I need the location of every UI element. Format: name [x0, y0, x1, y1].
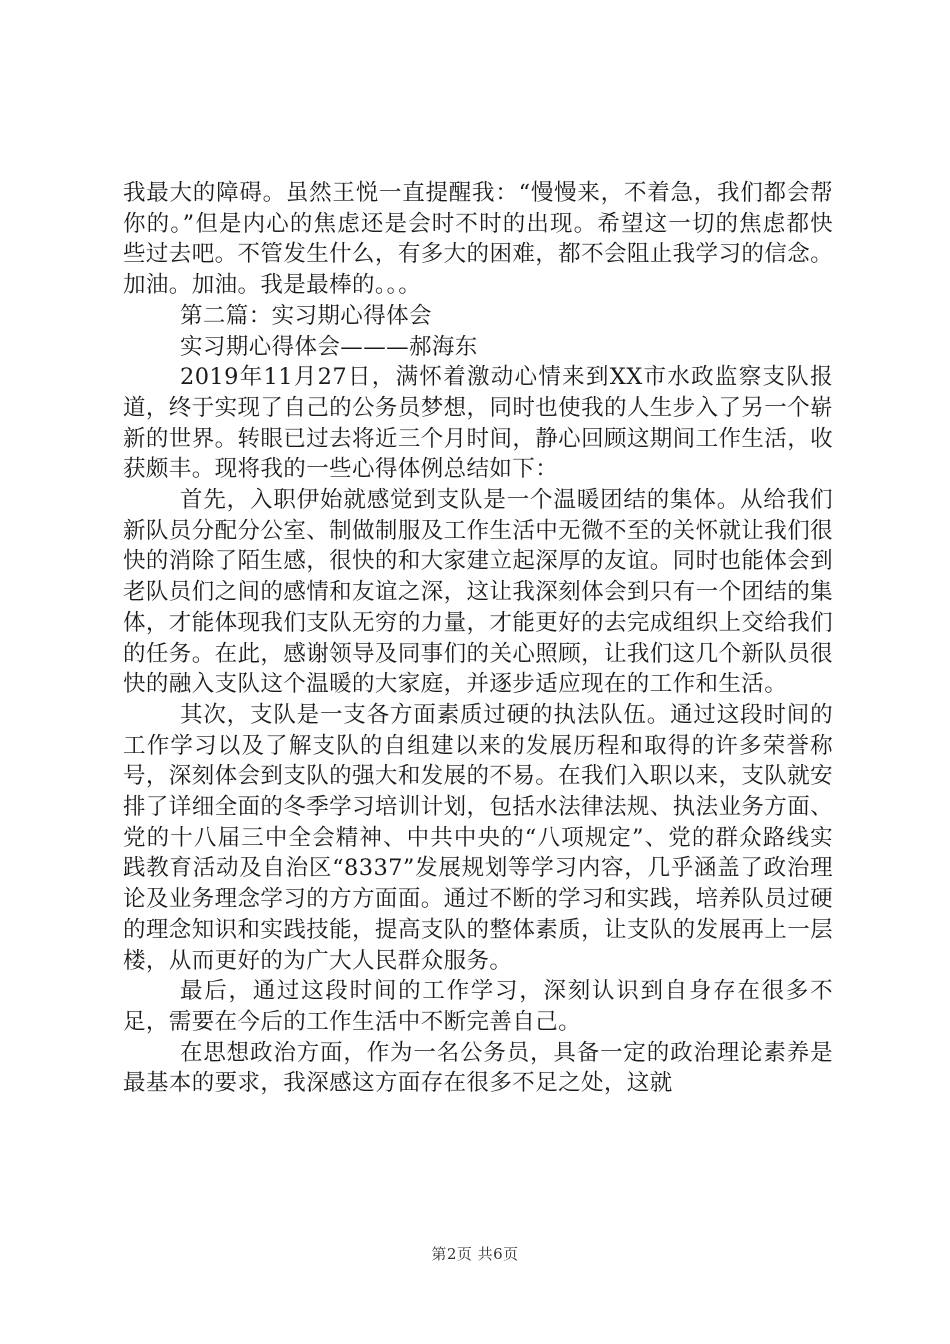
paragraph-second: 其次，支队是一支各方面素质过硬的执法队伍。通过这段时间的工作学习以及了解支队的自组建以来的发展历程和取得的许多荣誉称号，深刻体会到支队的强大和发展的不易。在我们入职以来，支队就安排了详细全面的冬季学习培训计划，包括水法律法规、执法业务方面、党的十八届三中全会精神、中共中央的“八项规定”、党的群众路线实践教育活动及自治区“8337”发展规划等学习内容，几乎涵盖了政治理论及业务理念学习的方方面面。通过不断的学习和实践，培养队员过硬的理念知识和实践技能，提高支队的整体素质，让支队的发展再上一层楼，从而更好的为广大人民群众服务。: [123, 701, 833, 974]
section-heading: 第二篇：实习期心得体会: [180, 302, 432, 329]
paragraph-intro: 2019年11月27日，满怀着激动心情来到XX市水政监察支队报道，终于实现了自己的公务员梦想，同时也使我的人生步入了另一个崭新的世界。转眼已过去将近三个月时间，静心回顾这期间工作生活，收获颇丰。现将我的一些心得体例总结如下：: [123, 364, 833, 483]
paragraph-last: 最后，通过这段时间的工作学习，深刻认识到自身存在很多不足，需要在今后的工作生活中不断完善自己。: [123, 978, 833, 1035]
article-title: 实习期心得体会———郝海东: [180, 333, 478, 360]
paragraph-1: 我最大的障碍。虽然王悦一直提醒我：“慢慢来，不着急，我们都会帮你的。”但是内心的焦虑还是会时不时的出现。希望这一切的焦虑都快些过去吧。不管发生什么，有多大的困难，都不会阻止我学习的信念。加油。加油。我是最棒的。。。: [123, 180, 833, 299]
paragraph-political: 在思想政治方面，作为一名公务员，具备一定的政治理论素养是最基本的要求，我深感这方面存在很多不足之处，这就: [123, 1039, 833, 1097]
paragraph-first: 首先，入职伊始就感觉到支队是一个温暖团结的集体。从给我们新队员分配分公室、制做制服及工作生活中无微不至的关怀就让我们很快的消除了陌生感，很快的和大家建立起深厚的友谊。同时也能体会到老队员们之间的感情和友谊之深，这让我深刻体会到只有一个团结的集体，才能体现我们支队无穷的力量，才能更好的去完成组织上交给我们的任务。在此，感谢领导及同事们的关心照顾，让我们这几个新队员很快的融入支队这个温暖的大家庭，并逐步适应现在的工作和生活。: [123, 487, 833, 698]
document-body: [123, 178, 833, 1099]
page-number-footer: 第2页 共6页: [431, 1245, 519, 1263]
